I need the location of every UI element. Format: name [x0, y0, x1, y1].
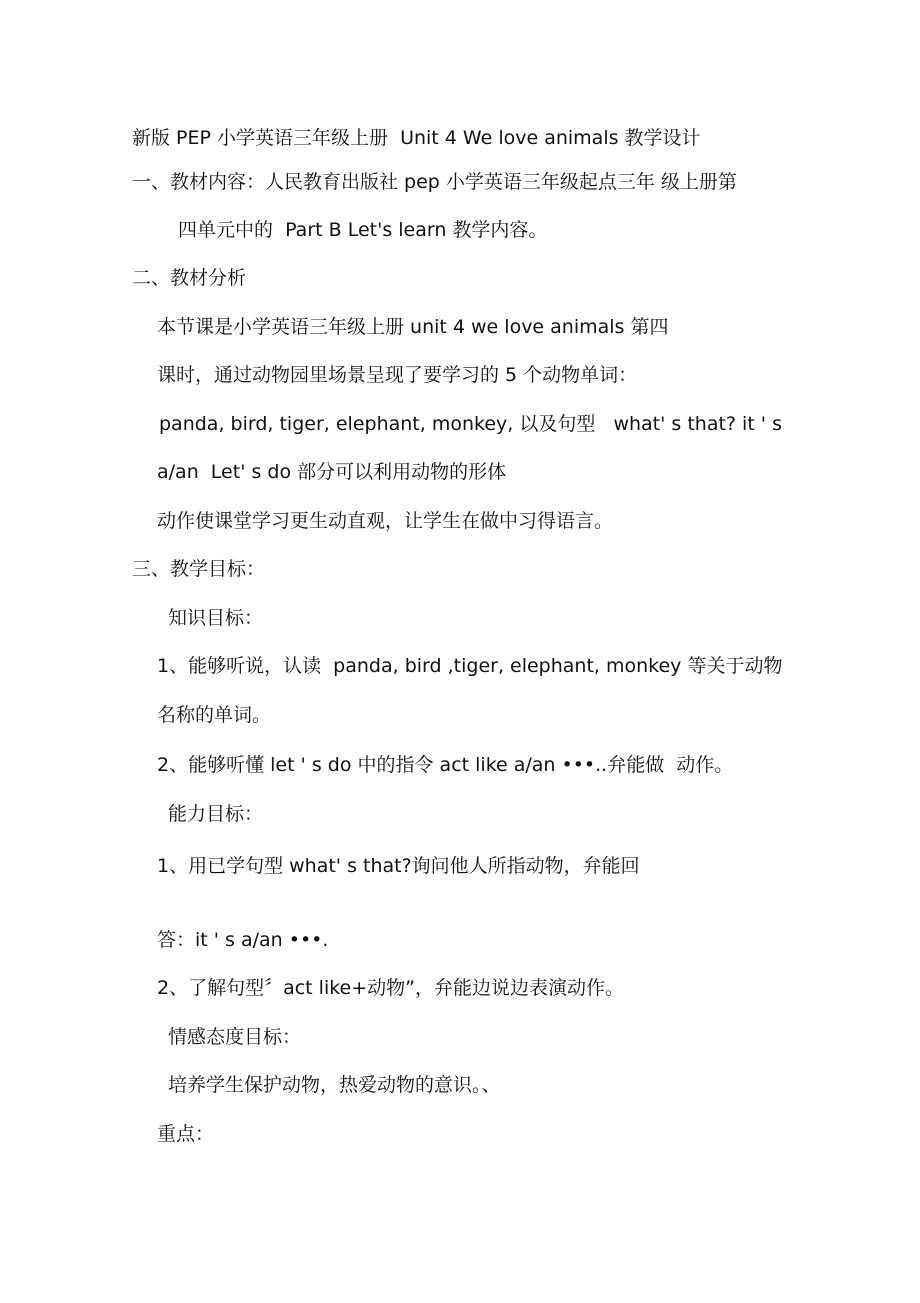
section2-heading: 二、教材分析 — [132, 267, 247, 289]
emotion-heading: 情感态度目标： — [168, 1026, 302, 1048]
ability-item-2: 答：it ' s a/an •••. — [157, 929, 329, 951]
keypoint-heading: 重点： — [157, 1123, 215, 1145]
ability-item-1: 1、用已学句型 what' s that?询问他人所指动物，弁能回 — [157, 855, 640, 877]
section2-line-3: panda, bird, tiger, elephant, monkey, 以及句型 what' s that? it ' s — [159, 413, 782, 435]
knowledge-item-1: 1、能够听说，认读 panda, bird ,tiger, elephant, monkey 等关于动物 — [157, 655, 783, 677]
section1-heading: 一、教材内容：人民教育出版社 pep 小学英语三年级起点三年 级上册第 — [132, 171, 737, 193]
emotion-text: 培养学生保护动物，热爱动物的意识。、 — [168, 1074, 501, 1096]
section2-line-4: a/an Let' s do 部分可以利用动物的形体 — [157, 461, 507, 483]
section2-line-5: 动作使课堂学习更生动直观，让学生在做中习得语言。 — [157, 510, 614, 532]
ability-heading: 能力目标： — [168, 803, 264, 825]
section1-continuation: 四单元中的 Part B Let's learn 教学内容。 — [178, 219, 548, 241]
knowledge-item-2: 名称的单词。 — [157, 704, 272, 726]
knowledge-item-3: 2、能够听懂 let ' s do 中的指令 act like a/an •••..弁能做 动作。 — [157, 754, 734, 776]
section3-heading: 三、教学目标： — [132, 558, 266, 580]
section2-line-2: 课时，通过动物园里场景呈现了要学习的 5 个动物单词： — [157, 364, 638, 386]
document-title: 新版 PEP 小学英语三年级上册 Unit 4 We love animals 教学设计 — [132, 127, 701, 149]
knowledge-heading: 知识目标： — [168, 607, 264, 629]
ability-item-3: 2、了解句型〞act like+动物”，弁能边说边表演动作。 — [157, 977, 625, 999]
section2-line-1: 本节课是小学英语三年级上册 unit 4 we love animals 第四 — [157, 316, 669, 338]
